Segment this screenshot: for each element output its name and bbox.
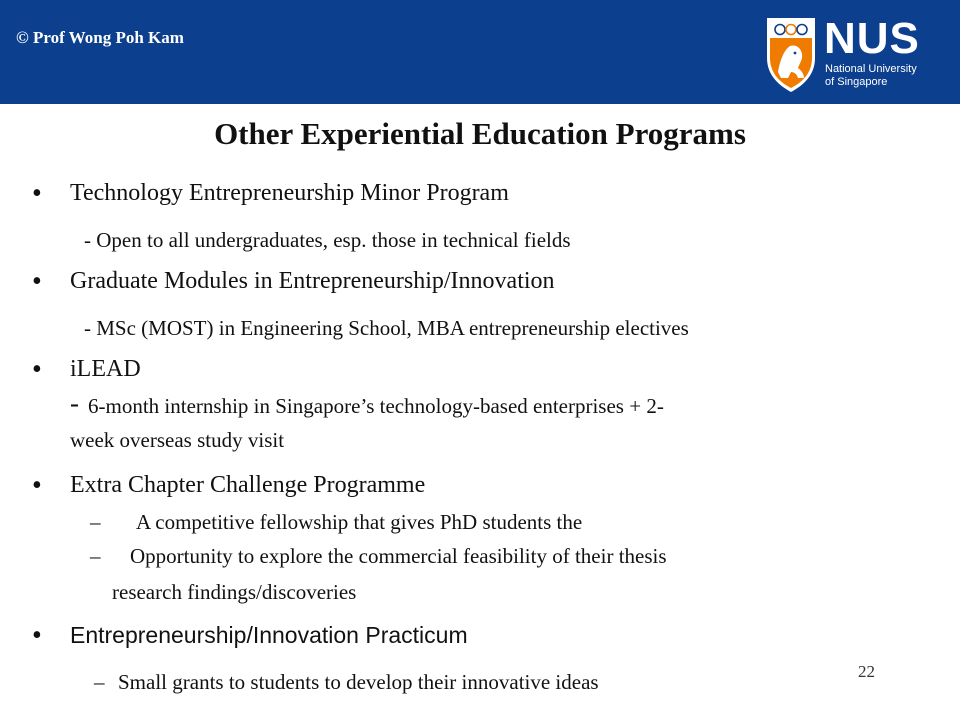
bullet-heading: Graduate Modules in Entrepreneurship/Innovation <box>70 268 555 294</box>
nus-logo <box>764 14 944 98</box>
sub-bullet-dash: – <box>94 670 105 694</box>
sub-bullet-dash: – <box>90 544 101 568</box>
bullet-icon: • <box>32 266 42 297</box>
bullet-icon: • <box>32 354 42 385</box>
slide-header <box>0 0 960 104</box>
slide-title: Other Experiential Education Programs <box>214 116 746 151</box>
nus-crest-icon <box>764 14 818 94</box>
logo-subtitle-line1: National University <box>825 63 917 75</box>
bullet-heading: Entrepreneurship/Innovation Practicum <box>70 622 468 648</box>
logo-wordmark: NUS <box>824 14 920 63</box>
bullet-icon: • <box>32 470 42 501</box>
bullet-icon: • <box>32 178 42 209</box>
copyright-text: © Prof Wong Poh Kam <box>16 28 184 47</box>
logo-subtitle-line2: of Singapore <box>825 76 888 88</box>
bullet-detail: - MSc (MOST) in Engineering School, MBA entrepreneurship electives <box>84 316 689 340</box>
sub-bullet-text: A competitive fellowship that gives PhD students the <box>136 510 583 534</box>
sub-bullet-text: Opportunity to explore the commercial feasibility of their thesis <box>130 544 667 568</box>
bullet-detail: - Open to all undergraduates, esp. those in technical fields <box>84 228 571 252</box>
page-number: 22 <box>858 662 875 681</box>
bullet-heading: Technology Entrepreneurship Minor Program <box>70 180 509 206</box>
bullet-dash: - <box>70 388 79 418</box>
sub-bullet-text-continued: research findings/discoveries <box>112 580 357 604</box>
bullet-icon: • <box>32 620 42 651</box>
bullet-detail: 6-month internship in Singapore’s technology-based enterprises + 2- <box>88 394 664 418</box>
bullet-detail-continued: week overseas study visit <box>70 428 285 452</box>
bullet-heading: Extra Chapter Challenge Programme <box>70 472 426 498</box>
sub-bullet-text: Small grants to students to develop their innovative ideas <box>118 670 599 694</box>
bullet-heading: iLEAD <box>70 356 141 382</box>
sub-bullet-dash: – <box>90 510 101 534</box>
logo-subtitle <box>825 63 945 89</box>
